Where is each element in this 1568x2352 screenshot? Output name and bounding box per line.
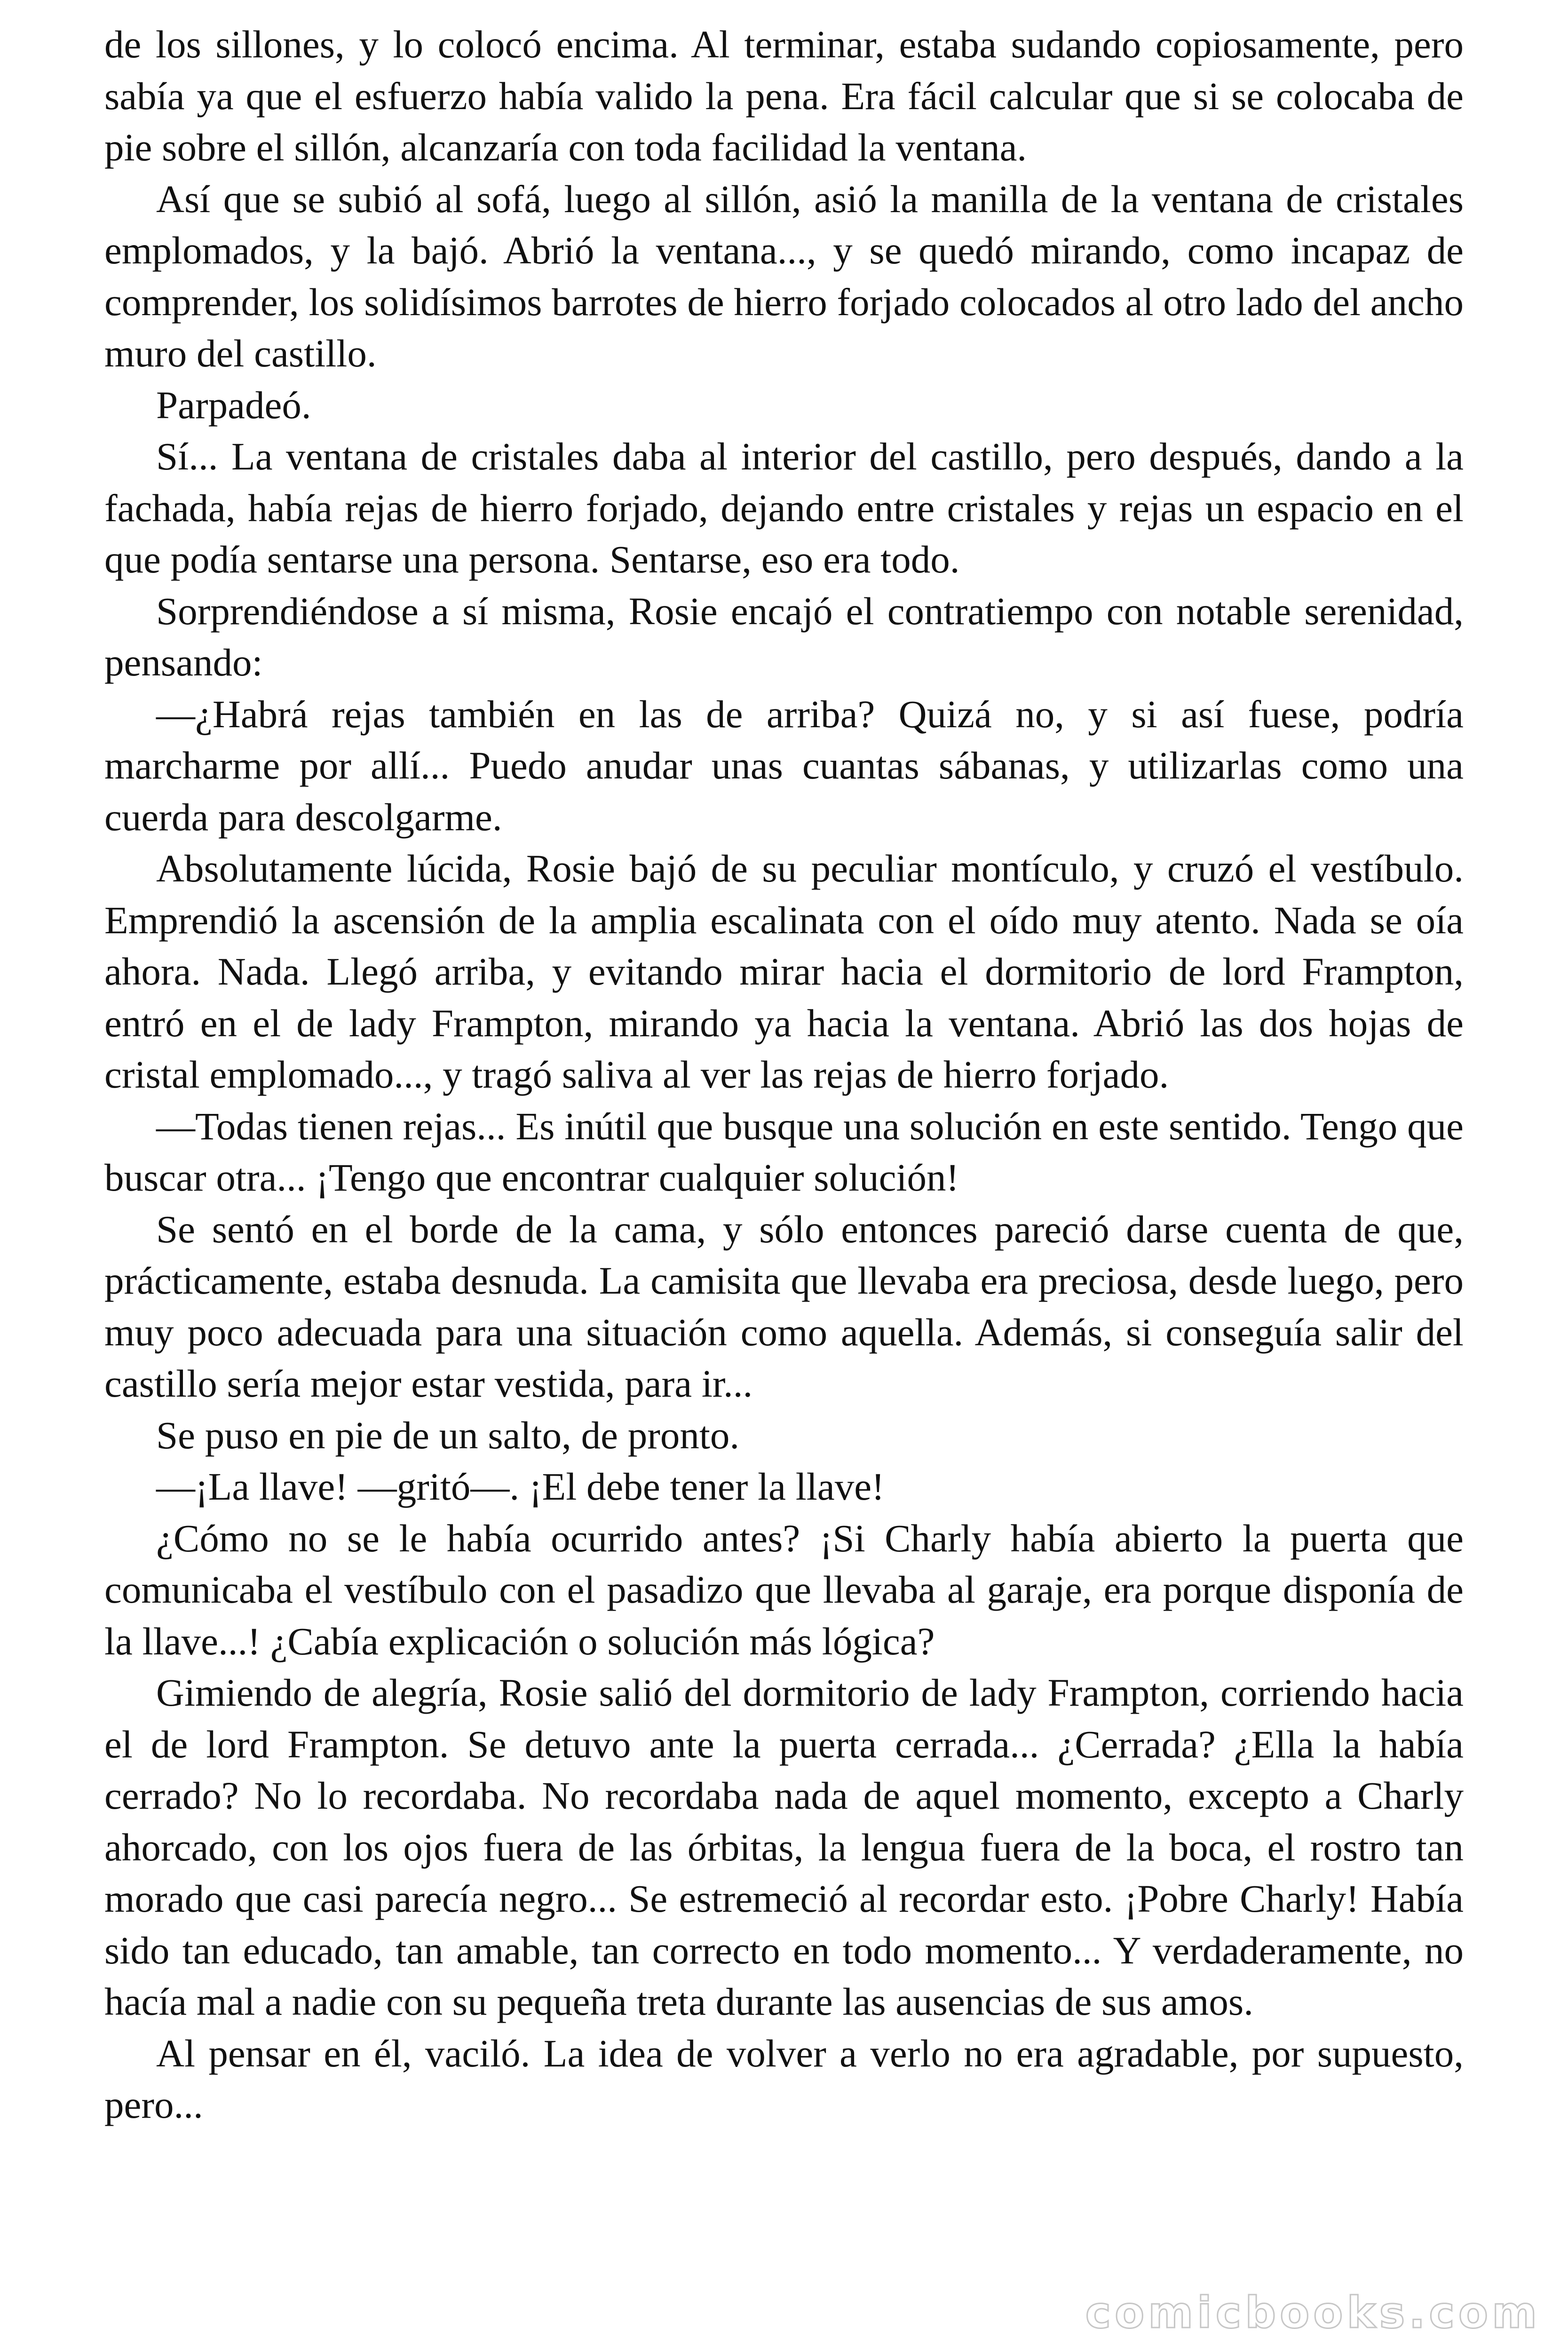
site-watermark: comicbooks.com: [1085, 2288, 1541, 2338]
paragraph: Así que se subió al sofá, luego al sillón, asió la manilla de la ventana de cristales emplomados, y la bajó. Abrió la ventana..., y se quedó mirando, como incapaz de comprender, los solidísimos barrotes de hierro forjado colocados al otro lado del ancho muro del castillo.: [104, 177, 1464, 375]
paragraph: de los sillones, y lo colocó encima. Al terminar, estaba sudando copiosamente, pero sabía ya que el esfuerzo había valido la pena. Era fácil calcular que si se colocaba de pie sobre el sillón, alcanzaría con toda facilidad la ventana.: [104, 23, 1464, 169]
paragraph: —¡La llave! —gritó—. ¡El debe tener la llave!: [156, 1465, 885, 1508]
paragraph: —Todas tienen rejas... Es inútil que busque una solución en este sentido. Tengo que buscar otra... ¡Tengo que encontrar cualquier solución!: [104, 1104, 1464, 1199]
paragraph: Sí... La ventana de cristales daba al interior del castillo, pero después, dando a la fachada, había rejas de hierro forjado, dejando entre cristales y rejas un espacio en el que podía sentarse una persona. Sentarse, eso era todo.: [104, 435, 1464, 581]
paragraph: ¿Cómo no se le había ocurrido antes? ¡Si Charly había abierto la puerta que comunicaba el vestíbulo con el pasadizo que llevaba al garaje, era porque disponía de la llave...! ¿Cabía explicación o solución más lógica?: [104, 1516, 1464, 1663]
paragraph: Gimiendo de alegría, Rosie salió del dormitorio de lady Frampton, corriendo hacia el de lord Frampton. Se detuvo ante la puerta cerrada... ¿Cerrada? ¿Ella la había cerrado? No lo recordaba. No recordaba nada de aquel momento, excepto a Charly ahorcado, con los ojos fuera de las órbitas, la lengua fuera de la boca, el rostro tan morado que casi parecía negro... Se estremeció al recordar esto. ¡Pobre Charly! Había sido tan educado, tan amable, tan correcto en todo momento... Y verdaderamente, no hacía mal a nadie con su pequeña treta durante las ausencias de sus amos.: [104, 1671, 1464, 2023]
paragraph: Absolutamente lúcida, Rosie bajó de su peculiar montículo, y cruzó el vestíbulo. Emprendió la ascensión de la amplia escalinata con el oído muy atento. Nada se oía ahora. Nada. Llegó arriba, y evitando mirar hacia el dormitorio de lord Frampton, entró en el de lady Frampton, mirando ya hacia la ventana. Abrió las dos hojas de cristal emplomado..., y tragó saliva al ver las rejas de hierro forjado.: [104, 847, 1464, 1096]
paragraph: Se sentó en el borde de la cama, y sólo entonces pareció darse cuenta de que, prácticamente, estaba desnuda. La camisita que llevaba era preciosa, desde luego, pero muy poco adecuada para una situación como aquella. Además, si conseguía salir del castillo sería mejor estar vestida, para ir...: [104, 1207, 1464, 1405]
paragraph: Sorprendiéndose a sí misma, Rosie encajó el contratiempo con notable serenidad, pensando:: [104, 589, 1464, 684]
paragraph: Parpadeó.: [156, 383, 311, 427]
paragraph: —¿Habrá rejas también en las de arriba? Quizá no, y si así fuese, podría marcharme por allí... Puedo anudar unas cuantas sábanas, y utilizarlas como una cuerda para descolgarme.: [104, 692, 1464, 839]
paragraph: Se puso en pie de un salto, de pronto.: [156, 1413, 740, 1457]
paragraph: Al pensar en él, vaciló. La idea de volver a verlo no era agradable, por supuesto, pero...: [104, 2031, 1464, 2126]
body-text: [104, 19, 1464, 2131]
